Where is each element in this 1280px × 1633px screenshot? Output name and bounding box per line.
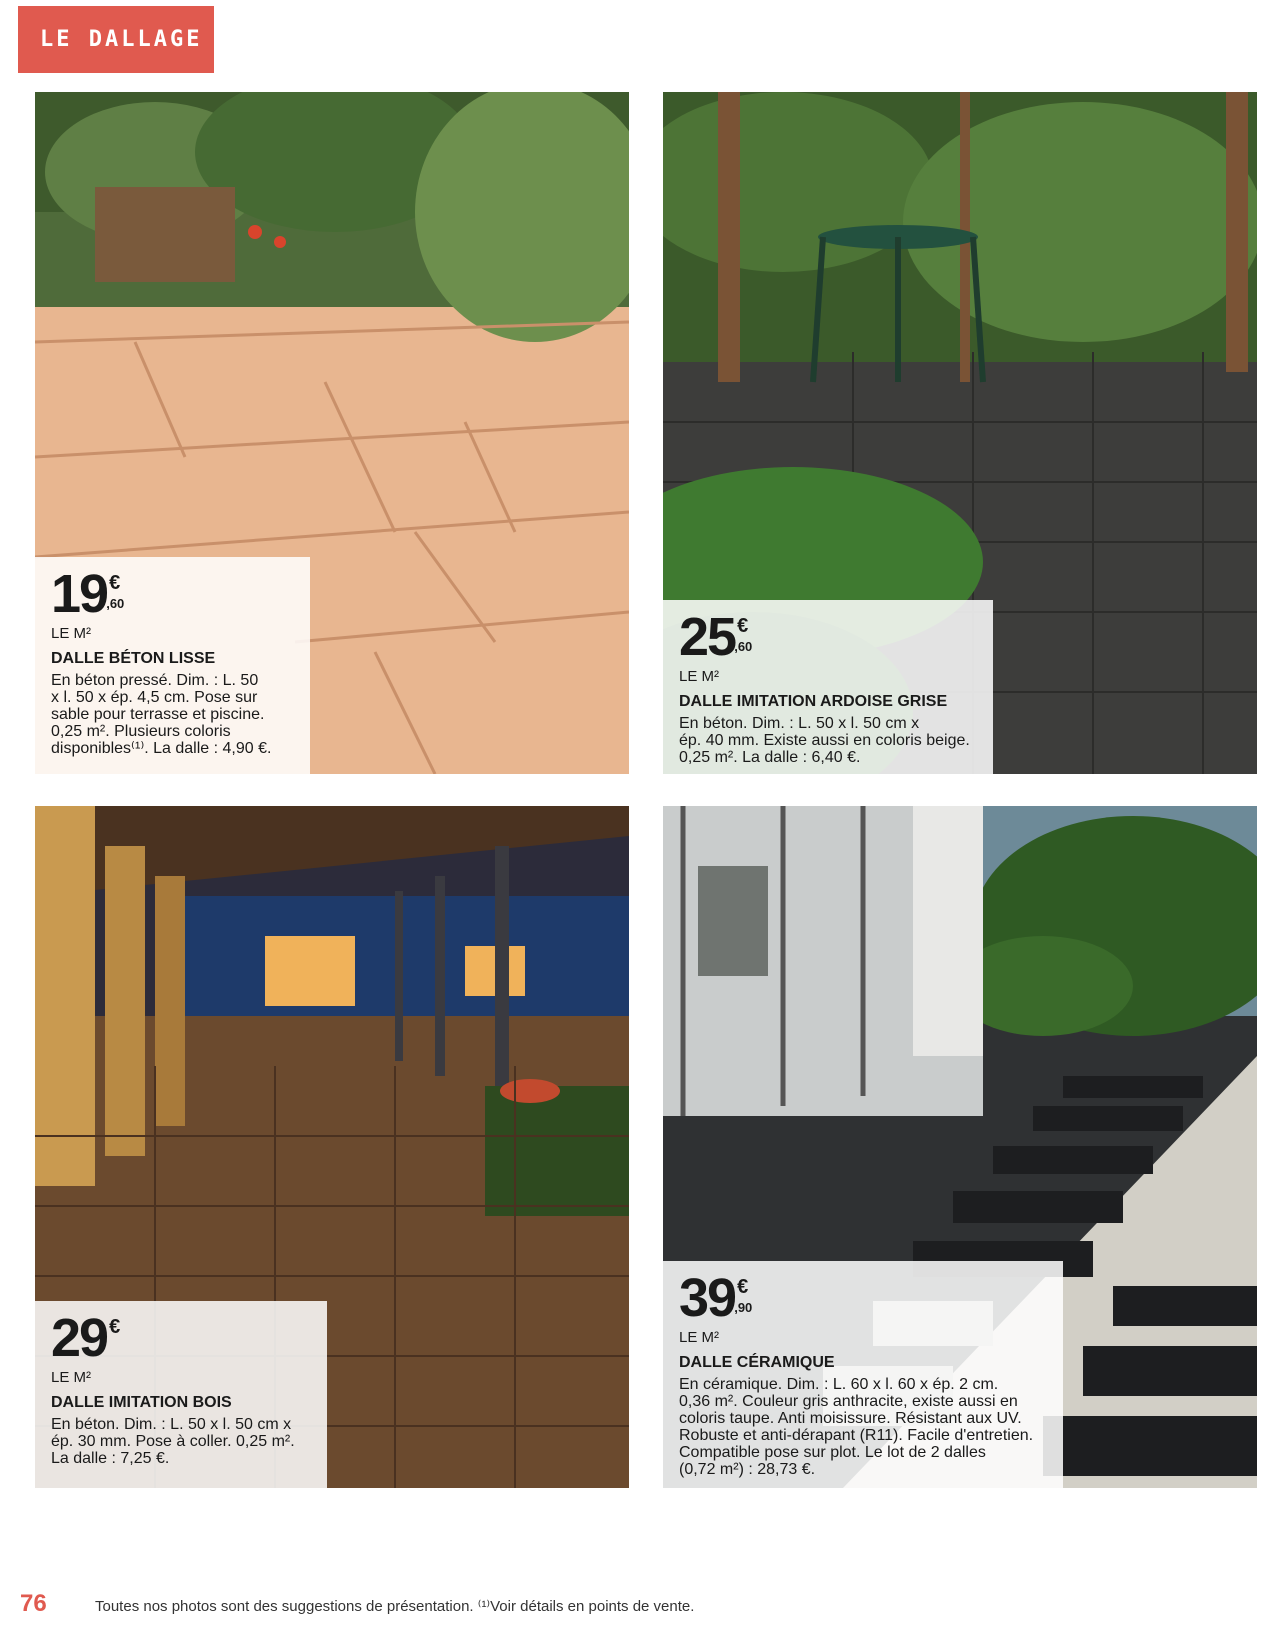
price-unit: LE M²	[679, 1329, 720, 1346]
price-unit: LE M²	[51, 1369, 92, 1386]
price-cents: ,60	[734, 639, 753, 654]
product-description: En béton. Dim. : L. 50 x l. 50 cm x ép. 30 mm. Pose à coller. 0,25 m². La dalle : 7,25 €.	[51, 1416, 295, 1467]
product-tile-bois[interactable]	[35, 806, 629, 1488]
section-tag: LE DALLAGE	[18, 6, 214, 73]
price-integer: 25	[679, 607, 736, 667]
product-description: En béton. Dim. : L. 50 x l. 50 cm x ép. 40 mm. Existe aussi en coloris beige. 0,25 m². La dalle : 6,40 €.	[679, 715, 970, 766]
price-unit: LE M²	[51, 625, 92, 642]
currency-symbol: €	[737, 615, 749, 637]
footer-note: Toutes nos photos sont des suggestions de présentation. ⁽¹⁾Voir détails en points de vente.	[95, 1598, 695, 1615]
price-integer: 39	[679, 1268, 736, 1328]
price-cents: ,60	[106, 596, 125, 611]
price-card	[35, 557, 310, 774]
product-name: DALLE IMITATION ARDOISE GRISE	[679, 693, 948, 710]
product-tile-beton-lisse[interactable]	[35, 92, 629, 774]
price-card	[35, 1301, 327, 1488]
price-unit: LE M²	[679, 668, 720, 685]
currency-symbol: €	[737, 1276, 749, 1298]
page-number: 76	[20, 1590, 47, 1617]
product-name: DALLE BÉTON LISSE	[51, 650, 216, 667]
product-tile-ardoise[interactable]	[663, 92, 1257, 774]
currency-symbol: €	[109, 572, 121, 594]
product-name: DALLE CÉRAMIQUE	[679, 1354, 835, 1371]
product-name: DALLE IMITATION BOIS	[51, 1394, 232, 1411]
price-integer: 19	[51, 564, 108, 624]
price-integer: 29	[51, 1308, 108, 1368]
product-description: En céramique. Dim. : L. 60 x l. 60 x ép. 2 cm. 0,36 m². Couleur gris anthracite, existe aussi en coloris taupe. Anti moisissure. Résistant aux UV. Robuste et anti-dérapant (R11). Facile d'entretien. Compatible pose sur plot. Le lot de 2 dalles (0,72 m²) : 28,73 €.	[679, 1376, 1034, 1478]
price-card	[663, 600, 993, 774]
product-tile-ceramique[interactable]	[663, 806, 1257, 1488]
product-description: En béton pressé. Dim. : L. 50 x l. 50 x ép. 4,5 cm. Pose sur sable pour terrasse et piscine. 0,25 m². Plusieurs coloris disponibles⁽¹⁾. La dalle : 4,90 €.	[51, 672, 272, 757]
price-cents: ,90	[734, 1300, 753, 1315]
currency-symbol: €	[109, 1316, 121, 1338]
price-card	[663, 1261, 1063, 1488]
